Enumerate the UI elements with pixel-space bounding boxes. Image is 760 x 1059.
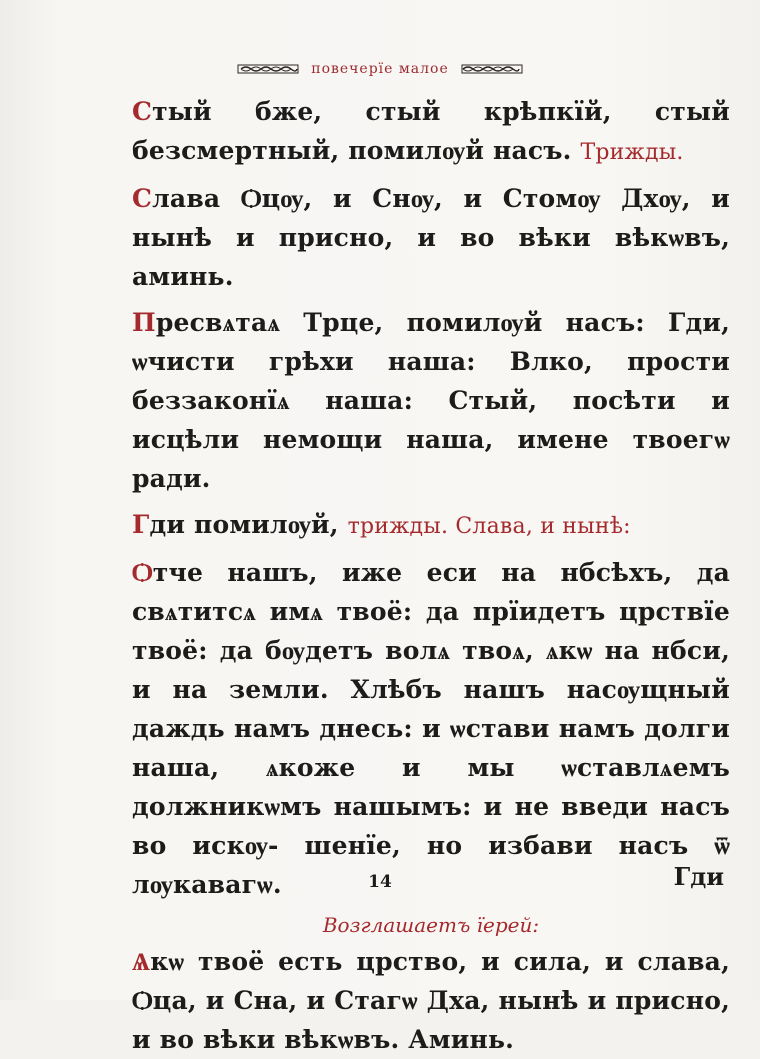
paragraph-glory <box>132 179 730 296</box>
initial-letter: Ѧ <box>132 947 151 976</box>
paragraph-doxology <box>132 942 730 1059</box>
catchword: Гди <box>673 862 724 891</box>
initial-letter: Г <box>132 510 150 539</box>
paragraph-text: тче нашъ, иже еси на нбсѣхъ, да свѧтитсѧ имѧ твоё: да прїидетъ црствїе твоё: да бѹдетъ волѧ твоѧ, ѧкѡ на нбси, и на земли. Хлѣбъ нашъ насѹщный даждь намъ днесь: и ѡстави намъ долги наша, ѧкоже и мы ѡставлѧемъ должникѡмъ нашымъ: и не введи насъ во искѹ- шенїе, но избави насъ ѿ лѹкавагѡ. <box>132 558 730 899</box>
text-block <box>132 92 730 1059</box>
paragraph-lord-have-mercy <box>132 505 730 546</box>
initial-letter: П <box>132 308 156 337</box>
running-header <box>0 56 760 82</box>
paragraph-trisagion <box>132 92 730 172</box>
paragraph-text: кѡ твоё есть црство, и сила, и слава, Ѻца, и Сна, и Стагѡ Дха, нынѣ и присно, и во вѣки вѣкѡвъ. Аминь. <box>132 947 730 1054</box>
initial-letter: С <box>132 184 153 213</box>
page-number: 14 <box>368 872 392 892</box>
header-title: повечерїе малое <box>311 61 449 77</box>
paragraph-text: ди помилѹй, <box>149 510 339 539</box>
paragraph-our-father <box>132 553 730 904</box>
paragraph-text: тый бже, стый крѣпкїй, стый безсмертный, помилѹй насъ. <box>132 97 730 165</box>
initial-letter: Ѻ <box>132 558 153 587</box>
left-ornament-icon <box>237 63 299 75</box>
priest-exclaims-rubric: Возглашаетъ їерей: <box>322 913 540 937</box>
rubric: трижды. Слава, и нынѣ: <box>347 514 631 539</box>
rubric: Трижды. <box>580 140 684 165</box>
initial-letter: С <box>132 97 153 126</box>
paragraph-text: лава Ѻцѹ, и Снѹ, и Стомѹ Дхѹ, и нынѣ и присно, и во вѣки вѣкѡвъ, аминь. <box>132 184 730 291</box>
right-ornament-icon <box>461 63 523 75</box>
paragraph-text: ресвѧтаѧ Трце, помилѹй насъ: Гди, ѡчисти грѣхи наша: Влко, прости беззаконїѧ наша: Стый, посѣти и исцѣли немощи наша, имене твоегѡ ради. <box>132 308 730 493</box>
paragraph-holy-trinity <box>132 303 730 498</box>
